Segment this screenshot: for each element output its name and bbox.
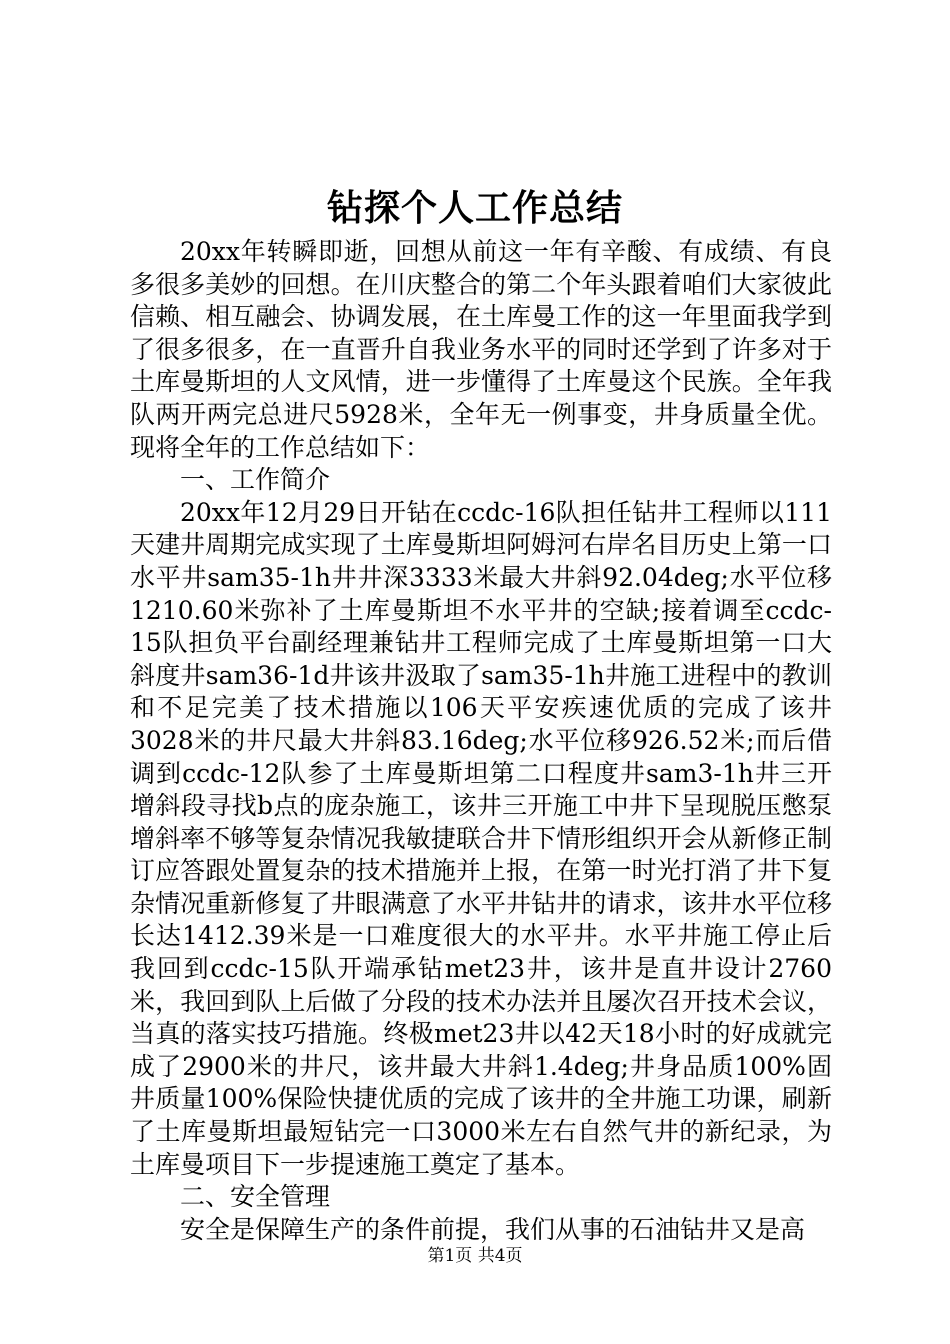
document-body (130, 236, 832, 1246)
intro-paragraph: 20xx年转瞬即逝，回想从前这一年有辛酸、有成绩、有良多很多美妙的回想。在川庆整合的第二个年头跟着咱们大家彼此信赖、相互融会、协调发展，在土库曼工作的这一年里面我学到了很多很多，在一直晋升自我业务水平的同时还学到了许多对于土库曼斯坦的人文风情，进一步懂得了土库曼这个民族。全年我队两开两完总进尺5928米，全年无一例事变，井身质量全优。现将全年的工作总结如下： (130, 237, 832, 462)
page-footer: 第1页 共4页 (427, 1246, 523, 1266)
section-heading-safety: 二、安全管理 (180, 1182, 331, 1212)
safety-paragraph: 安全是保障生产的条件前提，我们从事的石油钻井又是高 (180, 1214, 806, 1244)
document-title: 钻探个人工作总结 (326, 187, 623, 229)
section-heading-work-intro: 一、工作简介 (180, 465, 331, 495)
work-intro-paragraph: 20xx年12月29日开钻在ccdc-16队担任钻井工程师以111天建井周期完成实现了土库曼斯坦阿姆河右岸名目历史上第一口水平井sam35-1h井井深3333米最大井斜92.04deg;水平位移1210.60米弥补了土库曼斯坦不水平井的空缺;接着调至ccdc-15队担负平台副经理兼钻井工程师完成了土库曼斯坦第一口大斜度井sam36-1d井该井汲取了sam35-1h井施工进程中的教训和不足完美了技术措施以106天平安疾速优质的完成了该井3028米的井尺最大井斜83.16deg;水平位移926.52米;而后借调到ccdc-12队参了土库曼斯坦第二口程度井sam3-1h井三开增斜段寻找b点的庞杂施工，该井三开施工中井下呈现脱压憋泵增斜率不够等复杂情况我敏捷联合井下情形组织开会从新修正制订应答跟处置复杂的技术措施并上报，在第一时光打消了井下复杂情况重新修复了井眼满意了水平井钻井的请求，该井水平位移长达1412.39米是一口难度很大的水平井。水平井施工停止后我回到ccdc-15队开端承钻met23井，该井是直井设计2760米，我回到队上后做了分段的技术办法并且屡次召开技术会议，当真的落实技巧措施。终极met23井以42天18小时的好成就完成了2900米的井尺，该井最大井斜1.4deg;井身品质100%固井质量100%保险快捷优质的完成了该井的全井施工功课，刷新了土库曼斯坦最短钻完一口3000米左右自然气井的新纪录，为土库曼项目下一步提速施工奠定了基本。 (130, 497, 832, 1179)
